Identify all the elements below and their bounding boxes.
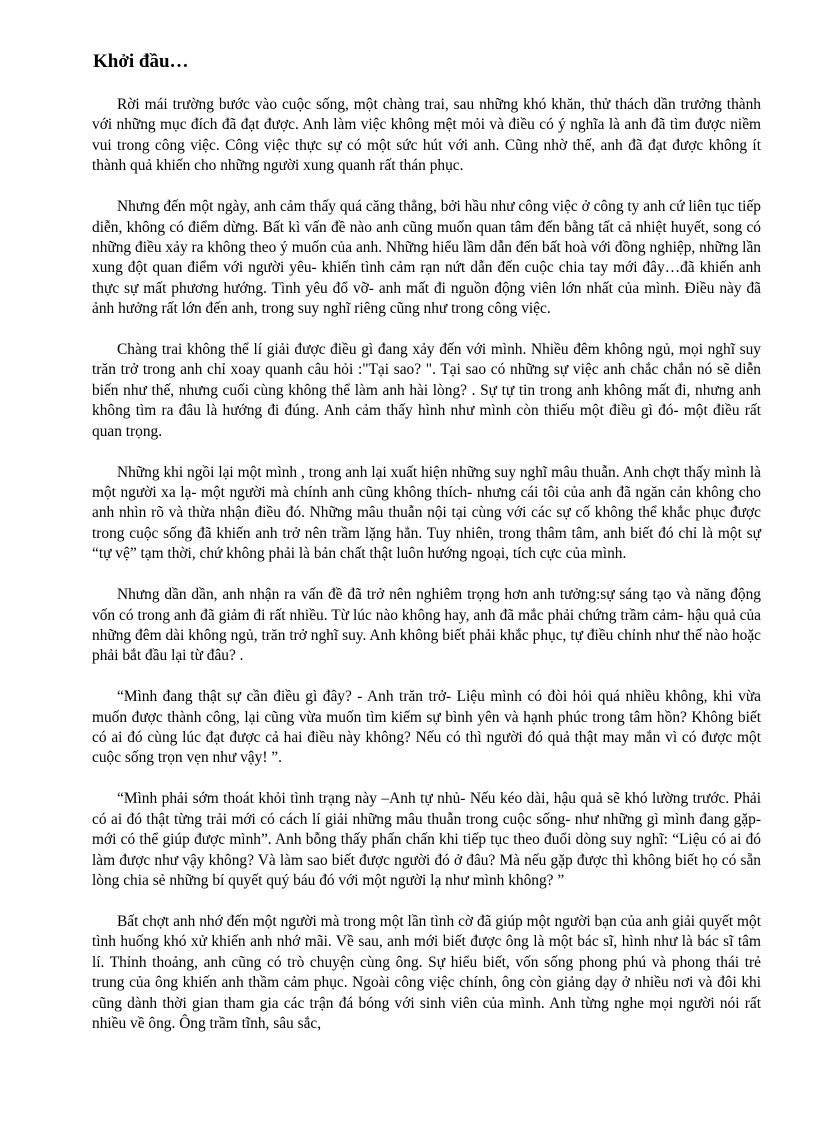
document-title: Khởi đầu…	[93, 51, 189, 72]
paragraph-3: Chàng trai không thể lí giải được điều gì đang xảy đến với mình. Nhiều đêm không ngủ, mọi nghĩ suy trăn trở trong anh chỉ xoay quanh câu hỏi :"Tại sao? ". Tại sao có những sự việc anh chắc chắn nó sẽ diễn biến như thế, nhưng cuối cùng không thể làm anh hài lòng? . Sự tự tin trong anh không mất đi, nhưng anh không tìm ra đâu là hướng đi đúng. Anh cảm thấy hình như mình còn thiếu một điều gì đó- một điều rất quan trọng.	[92, 341, 761, 440]
document-body	[92, 95, 761, 1034]
paragraph-6: “Mình đang thật sự cần điều gì đây? - Anh trăn trở- Liệu mình có đòi hỏi quá nhiều không, khi vừa muốn được thành công, lại cũng vừa muốn tìm kiếm sự bình yên và hạnh phúc trong tâm hồn? Không biết có ai đó cùng lúc đạt được cả hai điều này không? Nếu có thì người đó quả thật may mắn vì có được một cuộc sống trọn vẹn như vậy! ”.	[92, 688, 761, 767]
paragraph-4: Những khi ngồi lại một mình , trong anh lại xuất hiện những suy nghĩ mâu thuẫn. Anh chợt thấy mình là một người xa lạ- một người mà chính anh cũng không thích- nhưng cái tôi của anh đã ngăn cản không cho anh nhìn rõ và thừa nhận điều đó. Những mâu thuẫn nội tại cùng với các sự cố không thể khắc phục được trong cuộc sống đã khiến anh trở nên trầm lặng hẳn. Tuy nhiên, trong thâm tâm, anh biết đó chỉ là một sự “tự vệ” tạm thời, chứ không phải là bản chất thật luôn hướng ngoại, tích cực của mình.	[92, 463, 761, 563]
paragraph-2: Nhưng đến một ngày, anh cảm thấy quá căng thẳng, bởi hầu như công việc ở công ty anh cứ liên tục tiếp diễn, không có điểm dừng. Bất kì vấn đề nào anh cũng muốn quan tâm đến bằng tất cả nhiệt huyết, song có những điều xảy ra không theo ý muốn của anh. Những hiểu lầm dẫn đến bất hoà với đồng nghiệp, những lần xung đột quan điểm với người yêu- khiến tình cảm rạn nứt dẫn đến cuộc chia tay mới đây…đã khiến anh thực sự mất phương hướng. Tình yêu đổ vỡ- anh mất đi nguồn động viên lớn nhất của mình. Điều này đã ảnh hưởng rất lớn đến anh, trong suy nghĩ riêng cũng như trong công việc.	[92, 198, 761, 318]
paragraph-1: Rời mái trường bước vào cuộc sống, một chàng trai, sau những khó khăn, thử thách dần trưởng thành với những mục đích đã đạt được. Anh làm việc không mệt mỏi và điều có ý nghĩa là anh đã tìm được niềm vui trong công việc. Công việc thực sự có một sức hút với anh. Cũng nhờ thế, anh đã đạt được không ít thành quả khiến cho những người xung quanh rất thán phục.	[92, 96, 761, 175]
paragraph-5: Nhưng dần dần, anh nhận ra vấn đề đã trở nên nghiêm trọng hơn anh tưởng:sự sáng tạo và năng động vốn có trong anh đã giảm đi rất nhiều. Từ lúc nào không hay, anh đã mắc phải chứng trầm cảm- hậu quả của những đêm dài không ngủ, trăn trở nghĩ suy. Anh không biết phải khắc phục, tự điều chỉnh như thế nào hoặc phải bắt đầu lại từ đâu? .	[92, 586, 761, 665]
paragraph-8: Bất chợt anh nhớ đến một người mà trong một lần tình cờ đã giúp một người bạn của anh giải quyết một tình huống khó xử khiến anh nhớ mãi. Về sau, anh mới biết được ông là một bác sĩ, hình như là bác sĩ tâm lí. Thỉnh thoảng, anh cũng có trò chuyện cùng ông. Sự hiểu biết, vốn sống phong phú và phong thái trẻ trung của ông khiến anh thầm cảm phục. Ngoài công việc chính, ông còn giảng dạy ở nhiều nơi và đôi khi cũng dành thời gian tham gia các trận đá bóng với sinh viên của mình. Anh từng nghe mọi người nói rất nhiều về ông. Ông trầm tĩnh, sâu sắc,	[92, 912, 761, 1032]
paragraph-7: “Mình phải sớm thoát khỏi tình trạng này –Anh tự nhủ- Nếu kéo dài, hậu quả sẽ khó lường trước. Phải có ai đó thật từng trải mới có cách lí giải những mâu thuẫn trong cuộc sống- như những gì mình đang gặp- mới có thể giúp được mình”. Anh bỗng thấy phấn chấn khi tiếp tục theo đuổi dòng suy nghĩ: “Liệu có ai đó làm được như vậy không? Và làm sao biết được người đó ở đâu? Mà nếu gặp được thì không biết họ có sẵn lòng chia sẻ những bí quyết quý báu đó với một người lạ như mình không? ”	[92, 790, 761, 889]
